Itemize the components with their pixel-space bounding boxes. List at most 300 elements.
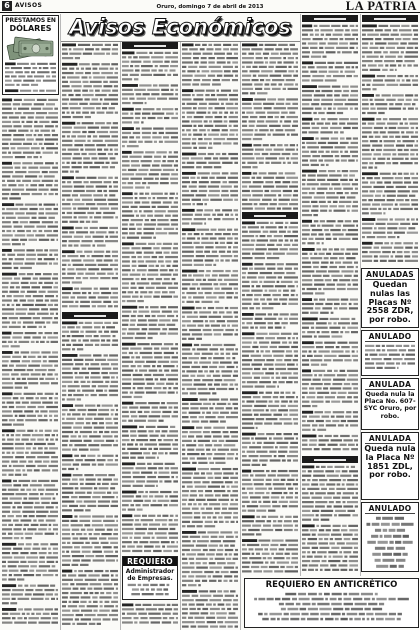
print-word [319,71,327,73]
print-word [157,223,169,225]
print-word [182,116,185,118]
print-word [234,311,238,313]
print-word [2,267,12,269]
print-word [282,125,290,127]
print-word [99,487,109,489]
print-word [247,162,257,164]
print-word [75,487,79,489]
print-word [150,439,156,441]
print-word [345,71,355,73]
print-word [138,141,143,143]
print-word [12,321,16,323]
print-word [309,444,317,446]
print-word [26,249,34,251]
print-word [308,538,317,540]
print-word [280,372,292,374]
print-word [282,207,291,209]
print-word [302,238,307,240]
print-word [45,212,58,214]
print-word [31,452,43,454]
print-word [341,298,349,300]
print-word [35,397,39,399]
print-word [39,565,50,567]
print-word [148,269,158,271]
print-word [122,108,134,111]
print-word [130,430,136,432]
print-word [201,61,207,63]
print-word [242,61,253,63]
print-word [62,368,71,370]
print-word [347,420,358,422]
ad-paragraph [182,468,238,528]
print-word [377,181,383,183]
print-word [45,393,54,395]
print-word [254,322,266,324]
print-word [326,192,335,194]
print-word [182,375,189,377]
print-word [399,349,406,351]
print-word [23,80,34,82]
print-word [347,396,352,398]
print-word [62,559,71,561]
print-word [242,75,251,77]
print-word [182,617,186,619]
print-word [214,283,219,285]
print-word [242,66,245,68]
print-word [302,188,310,190]
print-word [164,278,170,280]
illegible-print-lines [182,43,238,628]
print-word [93,292,99,294]
print-word [219,440,225,442]
print-word [242,272,246,274]
print-word [41,617,51,619]
print-word [134,420,146,422]
print-word [375,162,385,164]
print-word [47,443,54,445]
print-word [140,291,147,293]
print-word [199,270,205,272]
print-word [348,444,355,446]
print-word [390,69,394,71]
print-word [214,444,222,446]
print-word [77,390,80,392]
print-word [211,431,220,433]
print-word [242,318,253,320]
print-word [292,181,298,183]
ad-column-text [122,51,178,553]
print-word [353,220,358,222]
print-word [137,98,146,100]
print-word [380,34,389,36]
print-word [111,505,118,507]
print-word [302,411,313,414]
print-word [340,71,343,73]
print-word [195,580,200,582]
print-word [135,402,146,404]
print-word [302,242,306,244]
print-word [182,584,186,586]
print-word [131,164,140,166]
print-word [354,303,359,305]
print-word [213,435,222,437]
print-word [77,135,86,137]
print-word [317,429,326,431]
print-word [386,362,394,364]
print-word [295,566,298,568]
print-word [302,34,308,36]
print-word [275,181,281,183]
print-word [182,89,193,92]
print-word [152,206,156,208]
print-word [278,172,283,174]
print-word [13,484,21,486]
print-word [313,370,325,372]
print-word [135,182,141,184]
print-word [302,61,313,64]
print-word [115,574,118,576]
print-word [223,333,233,335]
print-word [67,335,71,337]
print-word [78,339,81,341]
print-word [302,396,305,398]
print-word [86,478,96,480]
print-word [144,210,153,212]
print-word [45,138,58,140]
print-word [43,80,56,82]
print-word [370,354,378,356]
print-word [188,357,199,359]
print-word [92,551,102,553]
print-word [376,517,381,520]
print-word [2,143,8,145]
print-word [175,343,178,345]
print-word [312,262,319,264]
print-word [127,613,137,615]
print-word [230,494,238,496]
print-word [289,451,298,453]
print-word [333,556,343,558]
print-word [62,127,72,129]
print-word [158,467,163,469]
print-word [93,140,103,142]
print-word [372,553,381,556]
print-word [202,79,211,81]
print-word [153,296,159,298]
print-word [111,363,118,365]
print-word [370,42,373,44]
print-word [230,172,238,174]
print-word [275,446,278,448]
print-word [2,561,6,563]
print-word [23,356,26,358]
print-word [74,199,80,201]
print-word [302,229,310,231]
print-word [341,529,347,531]
print-word [69,53,81,55]
print-word [339,279,350,281]
print-word [32,360,42,362]
print-word [82,551,91,553]
print-word [217,590,222,592]
print-word [286,103,291,105]
print-word [352,350,355,352]
print-word [335,29,344,31]
print-word [242,294,245,296]
print-word [251,48,262,50]
print-word [403,64,406,66]
notice-box [361,330,419,376]
print-word [242,442,251,444]
print-word [329,174,341,176]
print-word [319,201,326,203]
print-word [302,359,309,361]
print-word [111,409,115,411]
print-word [302,383,309,385]
print-word [78,44,90,46]
print-word [209,558,213,560]
print-word [404,177,410,179]
print-word [209,316,222,318]
print-word [340,475,351,477]
print-word [202,70,210,72]
print-word [70,596,79,598]
print-word [406,131,414,133]
print-word [242,181,251,183]
print-word [275,285,286,287]
print-word [164,369,169,371]
print-word [280,516,283,518]
print-word [302,556,305,558]
print-word [148,333,158,335]
print-word [259,116,266,118]
print-word [351,448,358,450]
print-word [381,247,392,249]
print-word [319,529,324,531]
print-word [83,53,92,55]
print-word [242,98,253,101]
print-word [230,48,238,50]
print-word [278,194,281,196]
print-word [302,146,305,148]
print-word [205,264,212,266]
print-word [5,67,9,69]
print-word [302,159,308,161]
print-word [324,355,336,357]
print-word [62,216,72,218]
print-word [67,112,70,114]
print-word [17,230,25,232]
print-word [133,311,137,313]
print-word [138,169,148,171]
print-word [165,127,178,129]
print-word [292,557,298,559]
print-word [134,532,145,534]
print-word [378,208,381,210]
print-word [231,412,238,414]
print-word [366,84,370,86]
print-word [208,107,212,109]
print-word [290,48,298,50]
print-word [280,248,288,250]
print-word [258,433,265,435]
print-word [343,492,354,494]
print-word [46,406,58,408]
print-word [122,169,126,171]
print-word [139,415,147,417]
print-word [33,230,37,232]
print-word [15,415,18,417]
print-word [23,143,32,145]
print-word [80,149,83,151]
print-word [285,268,292,270]
print-word [49,410,58,412]
print-word [86,190,95,192]
print-word [62,592,68,594]
print-word [223,540,235,542]
print-word [82,76,88,78]
print-word [286,177,298,179]
print-word [242,372,250,374]
print-word [24,608,31,610]
print-word [242,207,253,209]
ad-paragraph [182,590,238,628]
print-word [22,434,30,436]
notice-box [361,502,419,572]
print-word [164,480,171,482]
print-word [92,255,104,257]
print-word [302,341,314,344]
ad-paragraph [302,411,358,431]
print-word [312,205,318,207]
print-word [66,418,75,420]
print-word [340,444,347,446]
print-word [70,171,74,173]
print-word [265,350,270,352]
print-word [87,212,94,214]
job-advert-heading: REQUIERO [123,557,177,566]
print-word [109,185,112,187]
print-word [282,459,286,461]
print-word [242,244,254,246]
print-word [56,239,58,241]
print-word [111,103,118,105]
print-word [302,122,310,124]
print-word [349,569,353,571]
print-word [233,90,238,92]
print-word [352,346,358,348]
print-word [242,307,248,309]
print-word [122,136,128,138]
print-word [56,493,58,495]
print-word [163,243,172,245]
print-word [113,181,118,183]
print-word [325,122,330,124]
print-word [224,575,232,577]
print-word [122,378,132,380]
print-word [212,129,220,131]
print-word [62,81,68,83]
print-word [252,253,264,255]
print-word [329,542,335,544]
print-word [302,214,312,216]
print-word [38,282,42,284]
print-word [140,443,144,445]
print-word [75,405,83,407]
print-word [293,162,298,164]
print-word [174,406,178,408]
print-word [8,474,13,476]
print-word [122,265,130,267]
print-word [164,228,175,230]
print-word [286,272,295,274]
print-word [47,373,52,375]
print-word [362,195,373,197]
print-word [22,502,33,504]
print-word [62,94,66,96]
print-word [9,570,19,572]
print-word [328,444,338,446]
print-word [377,108,387,110]
print-word [226,292,234,294]
print-word [130,452,142,454]
print-word [317,66,328,68]
print-word [268,313,272,315]
print-word [367,34,379,36]
print-word [396,199,404,201]
print-word [397,47,405,49]
print-word [223,477,229,479]
print-word [72,478,78,480]
print-word [113,322,118,324]
print-word [348,284,351,286]
print-word [226,353,230,355]
print-word [231,449,238,451]
print-word [197,553,204,555]
print-word [293,341,298,343]
print-word [2,125,12,127]
print-word [36,511,48,513]
print-word [72,449,77,451]
print-word [122,476,131,478]
print-word [255,235,258,237]
print-word [90,363,99,365]
print-word [14,277,20,279]
print-word [48,548,51,550]
print-word [252,285,255,287]
print-word [90,227,98,229]
print-word [398,260,404,262]
print-word [325,279,332,281]
print-word [143,604,152,606]
print-word [130,324,135,326]
print-word [387,349,397,351]
print-word [306,142,316,144]
print-word [365,358,370,360]
print-word [345,29,350,31]
print-word [367,177,373,179]
print-word [233,468,238,470]
print-word [113,185,118,187]
print-word [276,66,287,68]
print-word [236,521,238,523]
print-word [102,166,109,168]
print-word [242,341,252,343]
print-word [319,25,329,27]
print-word [20,291,24,293]
print-word [14,267,19,269]
print-word [81,463,90,465]
